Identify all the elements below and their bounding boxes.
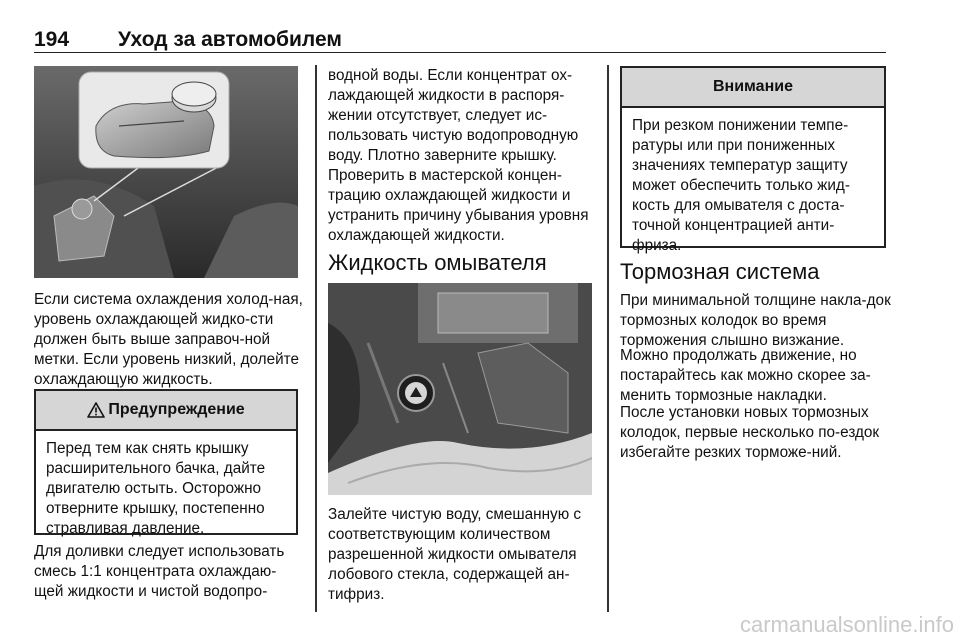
washer-fluid-heading: Жидкость омывателя: [328, 250, 547, 275]
caution-text: При резком понижении темпе-ратуры или при пониженных значениях температур защиту может обеспечить только жид-кость для омывателя с доста-точной концентрацией анти-фриза.: [632, 117, 850, 254]
coolant-water-paragraph: водной воды. Если концентрат ох-лаждающей жидкости в распоря-жении отсутствует, следует ис-пользовать чистую водопроводную воду. Плотно заверните крышку. Проверить в мастерской концен-трацию охлаждающей жидкости и устранить причину убывания уровня охлаждающей жидкости.: [328, 67, 589, 244]
coolant-reservoir-photo: [34, 66, 298, 278]
watermark: carmanualsonline.info: [739, 612, 954, 637]
washer-fluid-illustration: [328, 283, 592, 495]
warning-box-header: [36, 391, 296, 431]
coolant-mixture-paragraph: Для доливки следует использовать смесь 1:1 концентрата охлаждаю-щей жидкости и чистой водопро-: [34, 543, 285, 600]
caution-box: [620, 66, 886, 254]
brake-system-heading: Тормозная система: [620, 259, 820, 284]
washer-fluid-paragraph: Залейте чистую воду, смешанную с соответствующим количеством разрешенной жидкости омывателя лобового стекла, содержащей ан-тифриз.: [328, 506, 582, 603]
page-number: 194: [34, 28, 70, 51]
column-divider-1: [315, 65, 317, 612]
column-divider-2: [607, 65, 609, 612]
warning-box: [34, 389, 298, 535]
page-header: [34, 28, 886, 53]
brake-pad-wear-paragraph: При минимальной толщине накла-док тормозных колодок во время торможения слышно визжание.: [620, 292, 891, 349]
washer-fluid-photo: [328, 283, 592, 495]
coolant-reservoir-illustration: [34, 66, 298, 278]
brake-new-pads-paragraph: После установки новых тормозных колодок, первые несколько по-ездок избегайте резких торможе-ний.: [620, 404, 880, 461]
coolant-level-paragraph: Если система охлаждения холод-ная, уровень охлаждающей жидко-сти должен быть выше заправоч-ной метки. Если уровень низкий, долейте охлаждающую жидкость.: [34, 291, 303, 388]
warning-title: Предупреждение: [108, 401, 245, 418]
warning-triangle-icon: [87, 402, 105, 418]
warning-text: Перед тем как снять крышку расширительного бачка, дайте двигателю остыть. Осторожно отверните крышку, постепенно стравливая давление.: [46, 440, 266, 537]
brake-replace-paragraph: Можно продолжать движение, но постарайтесь как можно скорее за-менить тормозные накладки.: [620, 347, 871, 404]
caution-box-header: [622, 68, 884, 108]
caution-title: Внимание: [713, 78, 793, 95]
page-title: Уход за автомобилем: [118, 28, 342, 51]
